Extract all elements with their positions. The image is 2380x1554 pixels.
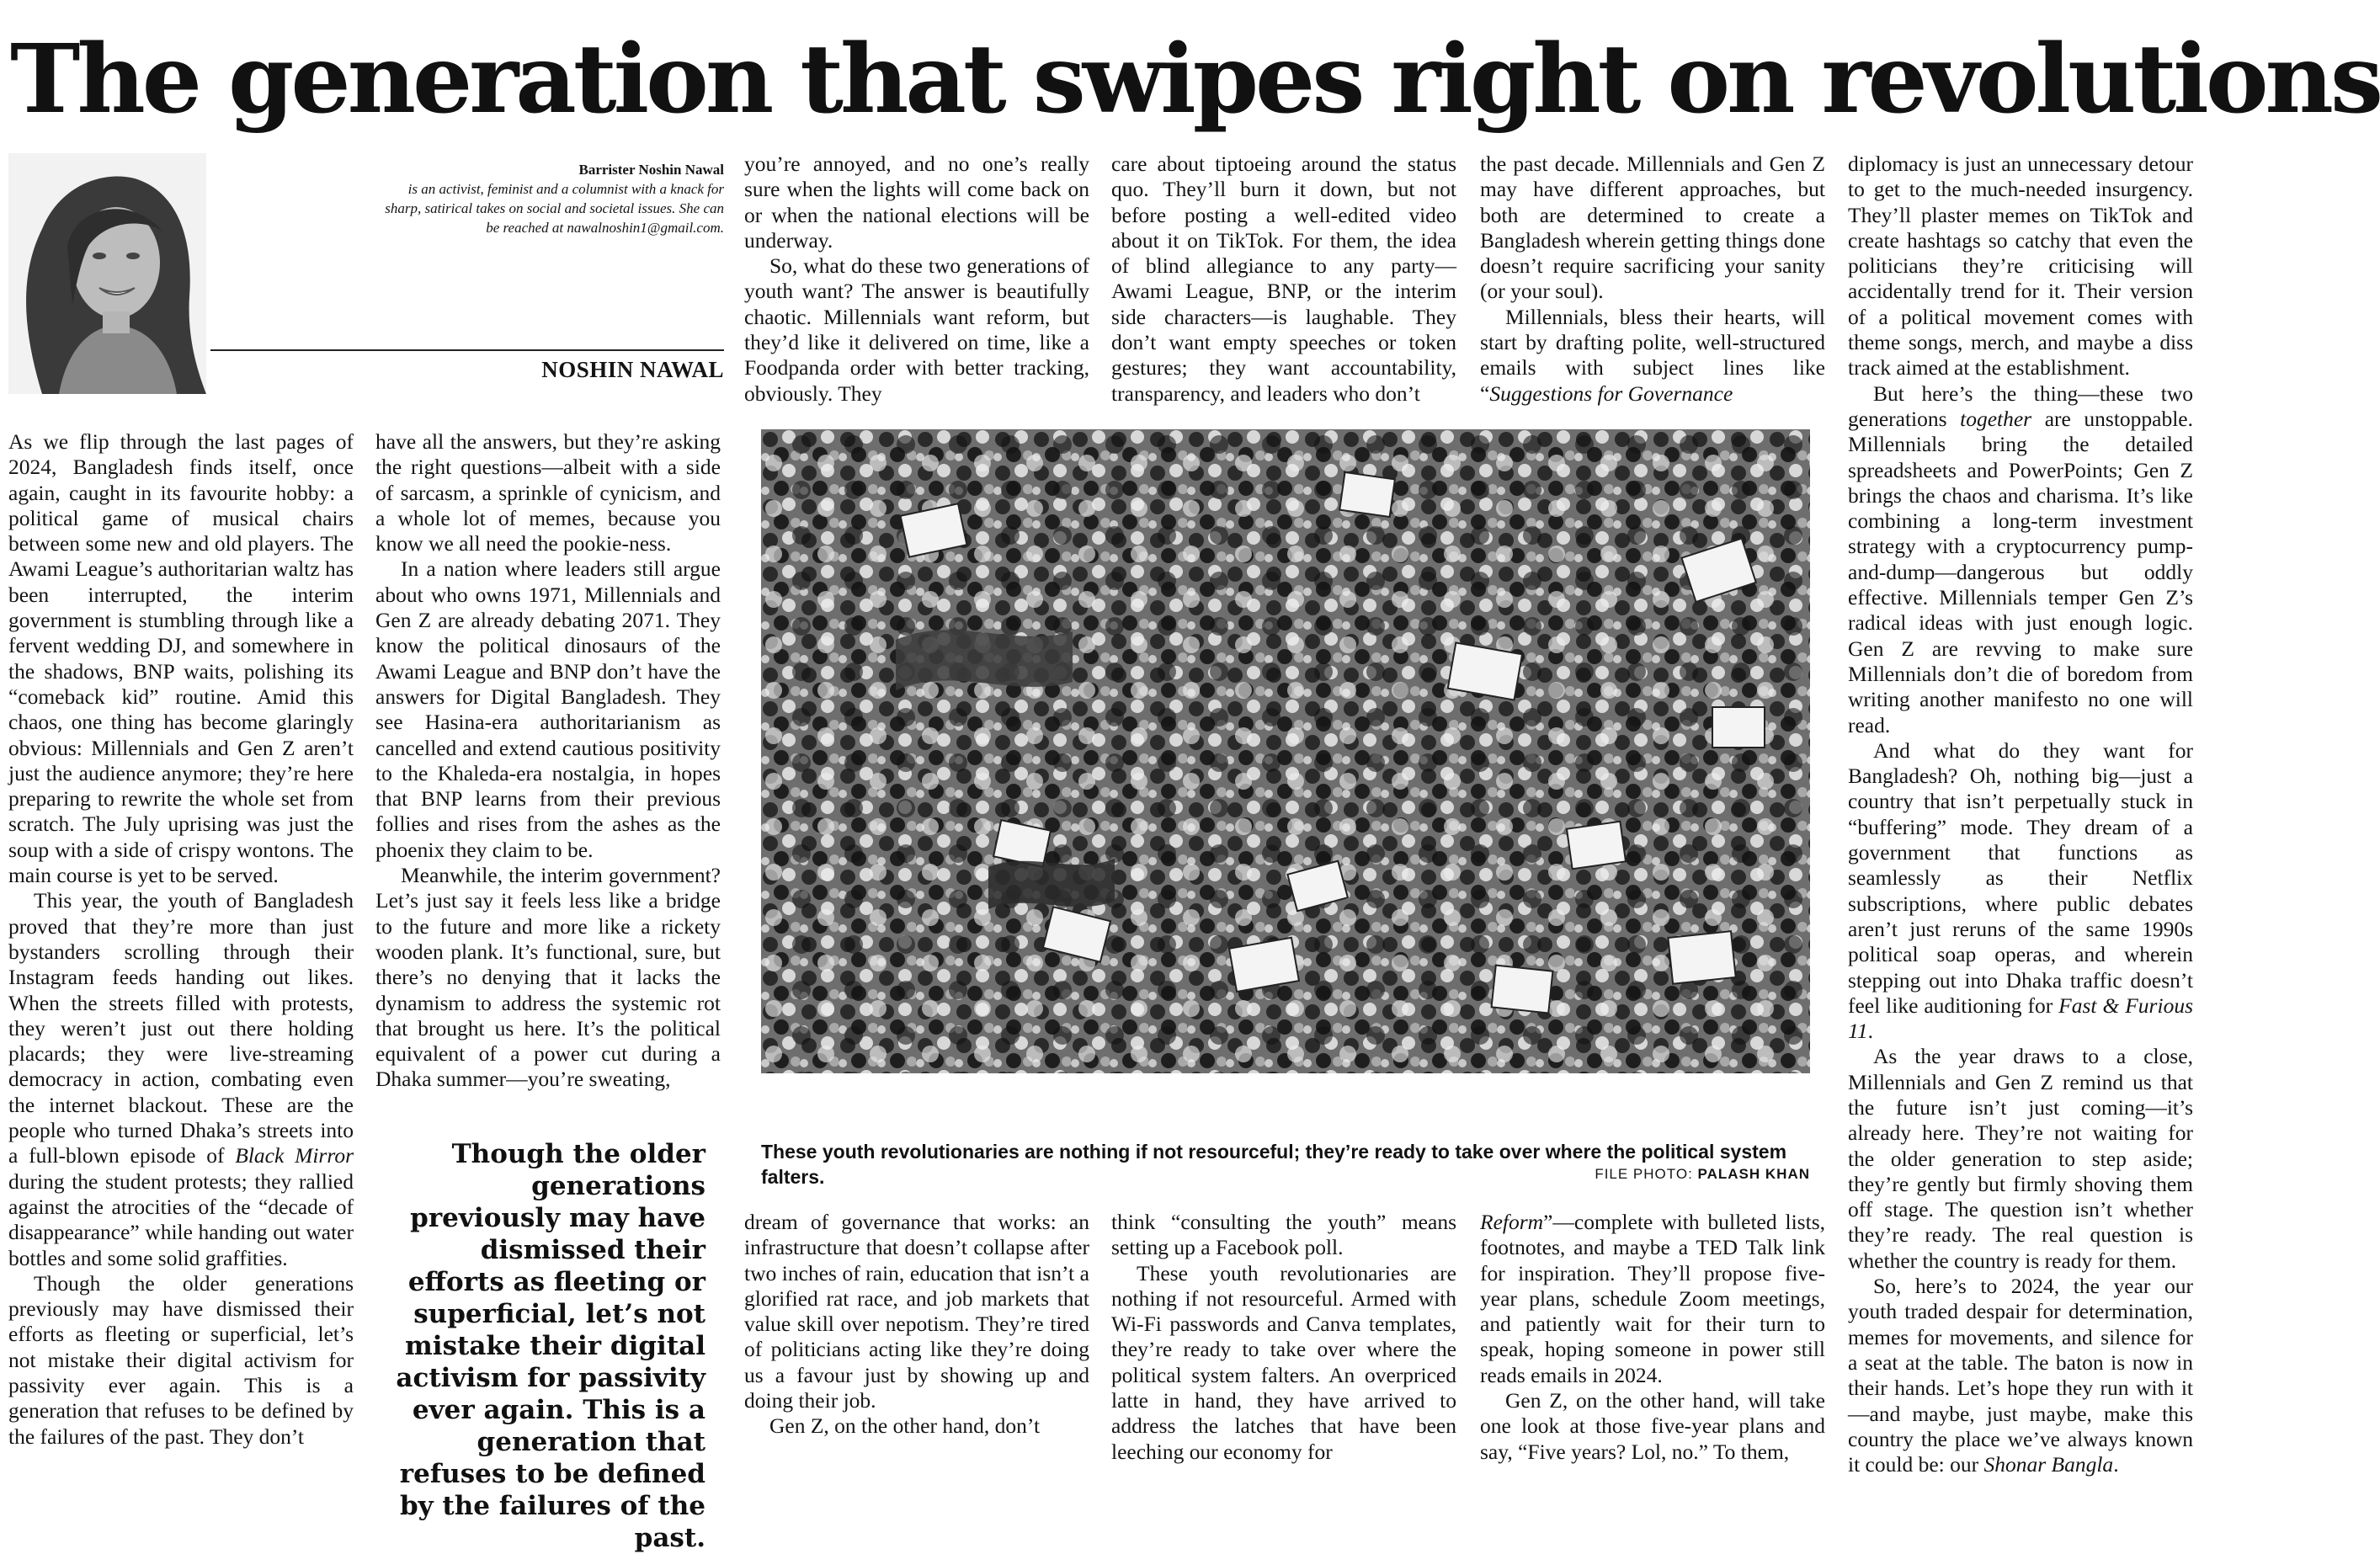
paragraph: you’re annoyed, and no one’s really sure when the lights will come back on or when the national elections will be underway.: [744, 152, 1089, 253]
paragraph: Though the older generations previously may have dismissed their efforts as fleeting or superficial, let’s not mistake their digital activism for passivity ever again. This is a generation that refuses to be defined by the failures of the past. They don’t: [8, 1270, 354, 1449]
article-column-3-bottom: [744, 1210, 1089, 1458]
paragraph: Reform”—complete with bulleted lists, footnotes, and maybe a TED Talk link for inspiration. They’ll propose five-year plans, schedule Zoom meetings, and patiently wait for their turn to speak, hoping someone in power still reads emails in 2024.: [1480, 1210, 1825, 1387]
article-column-6: [1848, 152, 2193, 1477]
photo-caption: These youth revolutionaries are nothing if not resourceful; they’re ready to take over where the political system falters.: [761, 1141, 1787, 1188]
protest-crowd-image: [761, 429, 1810, 1073]
author-bio-text: is an activist, feminist and a columnist with a knack for sharp, satirical takes on social and societal issues. She can be reached at nawalnoshin1@gmail.com.: [385, 181, 724, 236]
paragraph: So, here’s to 2024, the year our youth traded despair for determination, memes for movements, and silence for a seat at the table. The baton is now in their hands. Let’s hope they run with it—and maybe, just maybe, make this country the place we’ve always known it could be: our Shonar Bangla.: [1848, 1274, 2193, 1477]
photo-credit-name: PALASH KHAN: [1697, 1166, 1810, 1182]
article-column-5-bottom: [1480, 1210, 1825, 1464]
photo-credit-label: FILE PHOTO:: [1595, 1166, 1698, 1182]
paragraph: Meanwhile, the interim government? Let’s just say it feels less like a bridge to the future and more like a rickety wooden plank. It’s functional, sure, but there’s no denying that it lacks the dynamism to address the systemic rot that brought us here. It’s the political equivalent of a power cut during a Dhaka summer—you’re sweating,: [375, 863, 721, 1092]
paragraph: Gen Z, on the other hand, will take one look at those five-year plans and say, “Five years? Lol, no.” To them,: [1480, 1388, 1825, 1464]
paragraph: These youth revolutionaries are nothing if not resourceful. Armed with Wi-Fi passwords and Canva templates, they’re ready to take over where the political system falters. An overpriced latte in hand, they have arrived to address the latches that have been leeching our economy for: [1111, 1260, 1456, 1464]
photo-credit: [1473, 1166, 1810, 1183]
author-portrait-image: [8, 153, 206, 394]
article-column-4-top: [1111, 152, 1456, 406]
headline: The generation that swipes right on revolutions: [10, 24, 2380, 135]
paragraph: Millennials, bless their hearts, will start by drafting polite, well-structured emails with subject lines like “Suggestions for Governance: [1480, 304, 1825, 406]
author-portrait: [8, 153, 206, 394]
paragraph: This year, the youth of Bangladesh proved that they’re more than just bystanders scrolling through their Instagram feeds handing out likes. When the streets filled with protests, they weren’t just out there holding placards; they were live-streaming democracy in action, combating even the internet blackout. These are the people who turned Dhaka’s streets into a full-blown episode of Black Mirror during the student protests; they rallied against the atrocities of the “decade of disappearance” while handing out water bottles and some solid graffities.: [8, 888, 354, 1270]
paragraph: But here’s the thing—these two generations together are unstoppable. Millennials bring the detailed spreadsheets and PowerPoints; Gen Z brings the chaos and charisma. It’s like combining a long-term investment strategy with a cryptocurrency pump-and-dump—dangerous but oddly effective. Millennials temper Gen Z’s radical ideas with just enough logic. Gen Z are revving to make sure Millennials don’t die of boredom from writing another manifesto no one will read.: [1848, 381, 2193, 737]
article-column-3-top: [744, 152, 1089, 406]
protest-photo: [761, 429, 1810, 1073]
paragraph: dream of governance that works: an infrastructure that doesn’t collapse after two inches of rain, education that isn’t a glorified rat race, and job markets that value skill over nepotism. They’re tired of politicians acting like they’re doing us a favour just by showing up and doing their job.: [744, 1210, 1089, 1413]
article-column-2: [375, 429, 721, 1120]
paragraph: the past decade. Millennials and Gen Z may have different approaches, but both are determined to create a Bangladesh wherein getting things done doesn’t require sacrificing your sanity (or your soul).: [1480, 152, 1825, 304]
paragraph: And what do they want for Bangladesh? Oh, nothing big—just a country that isn’t perpetually stuck in “buffering” mode. They dream of a government that functions as seamlessly as their Netflix subscriptions, where public debates aren’t just reruns of the same 1990s political soap operas, and wherein stepping out into Dhaka traffic doesn’t feel like auditioning for Fast & Furious 11.: [1848, 737, 2193, 1044]
paragraph: Gen Z, on the other hand, don’t: [769, 1413, 1041, 1439]
paragraph: So, what do these two generations of youth want? The answer is beautifully chaotic. Millennials want reform, but they’d like it delivered on time, like a Foodpanda order with better tracking, obviously. They: [744, 253, 1089, 406]
byline-rule: [210, 349, 724, 351]
author-bio: [370, 160, 724, 237]
byline: NOSHIN NAWAL: [541, 357, 724, 382]
article-column-4-bottom: [1111, 1210, 1456, 1464]
article-column-5-top: [1480, 152, 1825, 406]
paragraph: In a nation where leaders still argue about who owns 1971, Millennials and Gen Z are already debating 2071. They know the political dinosaurs of the Awami League and BNP don’t have the answers for Digital Bangladesh. They see Hasina-era authoritarianism as cancelled and extend cautious positivity to the Khaleda-era nostalgia, in hopes that BNP learns from their previous follies and rises from the ashes as the phoenix they claim to be.: [375, 556, 721, 862]
pull-quote: Though the older generations previously may have dismissed their efforts as fleeting or superficial, let’s not mistake their digital activism for passivity ever again. This is a generation that refuses to be defined by the failures of the past.: [396, 1139, 705, 1553]
article-column-1: [8, 429, 354, 1456]
paragraph: have all the answers, but they’re asking the right questions—albeit with a side of sarcasm, a sprinkle of cynicism, and a whole lot of memes, because you know we all need the pookie-ness.: [375, 429, 721, 556]
paragraph: diplomacy is just an unnecessary detour to get to the much-needed insurgency. They’ll plaster memes on TikTok and create hashtags so catchy that even the politicians they’re criticising will accidentally trend for it. Their version of a political movement comes with theme songs, merch, and maybe a diss track aimed at the establishment.: [1848, 152, 2193, 381]
paragraph: As the year draws to a close, Millennials and Gen Z remind us that the future isn’t just coming—it’s already here. They’re not waiting for the older generation to step aside; they’re gently but firmly shoving them off stage. The question isn’t whether they’re ready. The real question is whether the country is ready for them.: [1848, 1044, 2193, 1273]
paragraph: care about tiptoeing around the status quo. They’ll burn it down, but not before posting a well-edited video about it on TikTok. For them, the idea of blind allegiance to any party—Awami League, BNP, or the interim side characters—is laughable. They don’t want empty speeches or token gestures; they want accountability, transparency, and leaders who don’t: [1111, 152, 1456, 406]
paragraph: As we flip through the last pages of 2024, Bangladesh finds itself, once again, caught in its favourite hobby: a political game of musical chairs between some new and old players. The Awami League’s authoritarian waltz has been interrupted, the interim government is stumbling through like a fervent wedding DJ, and somewhere in the shadows, BNP waits, polishing its “comeback kid” routine. Amid this chaos, one thing has become glaringly obvious: Millennials and Gen Z aren’t just the audience anymore; they’re here preparing to rewrite the whole set from scratch. The July uprising was just the soup with a side of crispy wontons. The main course is yet to be served.: [8, 429, 354, 888]
author-bio-name: Barrister Noshin Nawal: [578, 162, 724, 178]
paragraph: think “consulting the youth” means setting up a Facebook poll.: [1111, 1210, 1456, 1260]
